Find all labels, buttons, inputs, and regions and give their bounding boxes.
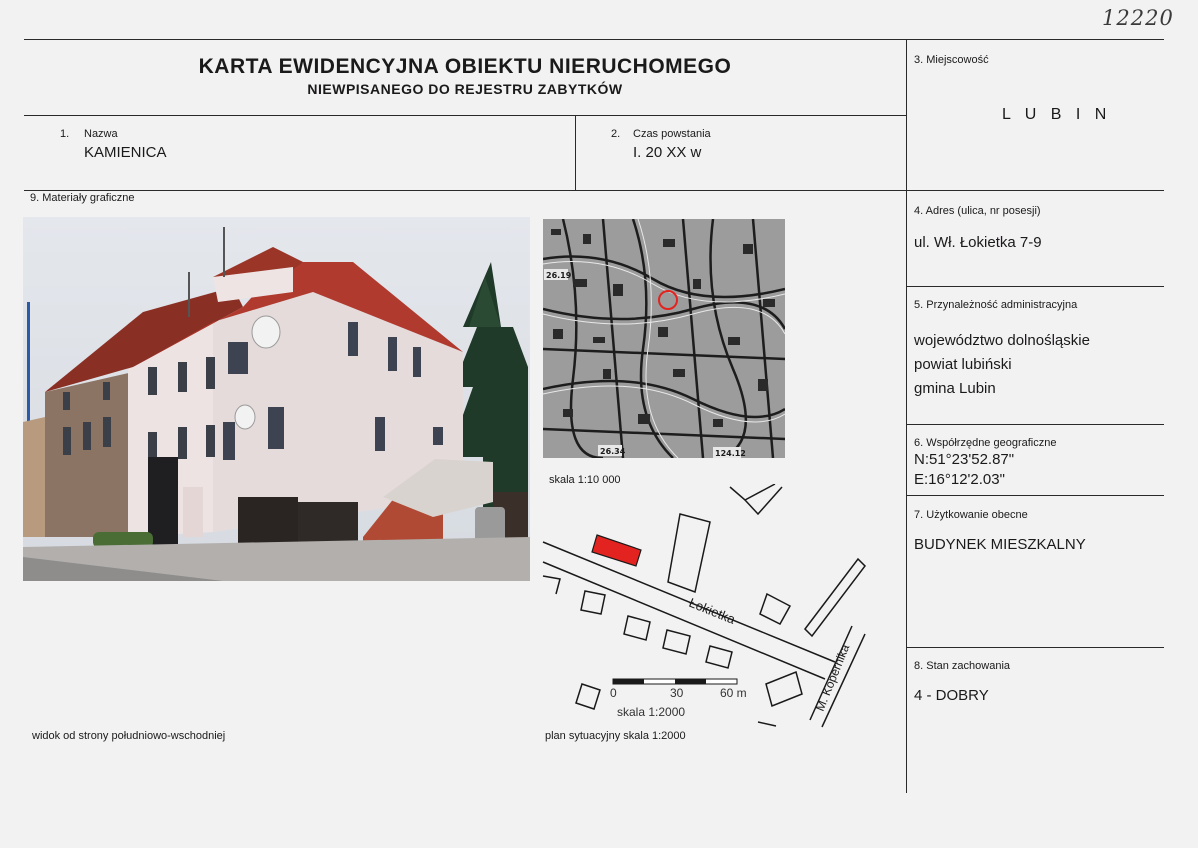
street-label-lokietka: Łokietka (686, 594, 738, 627)
street-label-kopernika: M. Kopernika (812, 642, 853, 714)
divider-6-7 (906, 495, 1164, 496)
divider-5-6 (906, 424, 1164, 425)
plan-caption: plan sytuacyjny skala 1:2000 (545, 730, 686, 742)
row1-divider (24, 190, 1164, 191)
field-3-value: L U B I N (1002, 106, 1112, 123)
site-plan (540, 484, 870, 730)
scale-tick-0: 0 (610, 686, 617, 700)
title-divider (24, 115, 906, 116)
field-4-label: 4. Adres (ulica, nr posesji) (914, 205, 1041, 217)
field-2-label: Czas powstania (633, 128, 711, 140)
field-6-label: 6. Współrzędne geograficzne (914, 437, 1057, 449)
field-1-number: 1. (60, 128, 70, 140)
map-label-bottom-right: 124.12 (715, 449, 746, 458)
field-5-line1: województwo dolnośląskie (914, 332, 1090, 349)
scale-tick-30: 30 (670, 686, 684, 700)
field-5-line2: powiat lubiński (914, 356, 1012, 373)
highlighted-building (592, 535, 641, 566)
scale-tick-60: 60 m (720, 686, 747, 700)
field-1-label: Nazwa (84, 128, 118, 140)
field-5-label: 5. Przynależność administracyjna (914, 299, 1078, 311)
field-1-value: KAMIENICA (84, 144, 167, 161)
map-label-bottom-left: 26.34 (600, 447, 626, 456)
top-border (24, 39, 1164, 40)
field-6-latitude: N:51°23'52.87" (914, 451, 1015, 468)
field-2-number: 2. (611, 128, 621, 140)
plan-scale-label: skala 1:2000 (617, 705, 686, 719)
field-7-label: 7. Użytkowanie obecne (914, 509, 1028, 521)
cadastral-map (543, 219, 785, 458)
field-2-value: I. 20 XX w (633, 144, 702, 161)
field-5-line3: gmina Lubin (914, 380, 996, 397)
card-subtitle: NIEWPISANEGO DO REJESTRU ZABYTKÓW (307, 81, 623, 97)
field-7-value: BUDYNEK MIESZKALNY (914, 536, 1086, 553)
field-8-label: 8. Stan zachowania (914, 660, 1011, 672)
map-scale-label: skala 1:10 000 (549, 474, 621, 486)
divider-7-8 (906, 647, 1164, 648)
divider-4-5 (906, 286, 1164, 287)
building-photo (23, 217, 530, 581)
field-9-label: 9. Materiały graficzne (30, 192, 135, 204)
photo-caption: widok od strony południowo-wschodniej (32, 730, 226, 742)
field-3-label: 3. Miejscowość (914, 54, 989, 66)
stamp-number: 12220 (1102, 6, 1174, 30)
field-8-value: 4 - DOBRY (914, 687, 989, 704)
map-label-top: 26.19 (546, 271, 572, 280)
fields-1-2-divider (575, 115, 576, 190)
right-column-divider (906, 39, 907, 793)
field-4-value: ul. Wł. Łokietka 7-9 (914, 234, 1042, 251)
field-6-longitude: E:16°12'2.03" (914, 471, 1005, 488)
card-title: KARTA EWIDENCYJNA OBIEKTU NIERUCHOMEGO (198, 55, 732, 78)
